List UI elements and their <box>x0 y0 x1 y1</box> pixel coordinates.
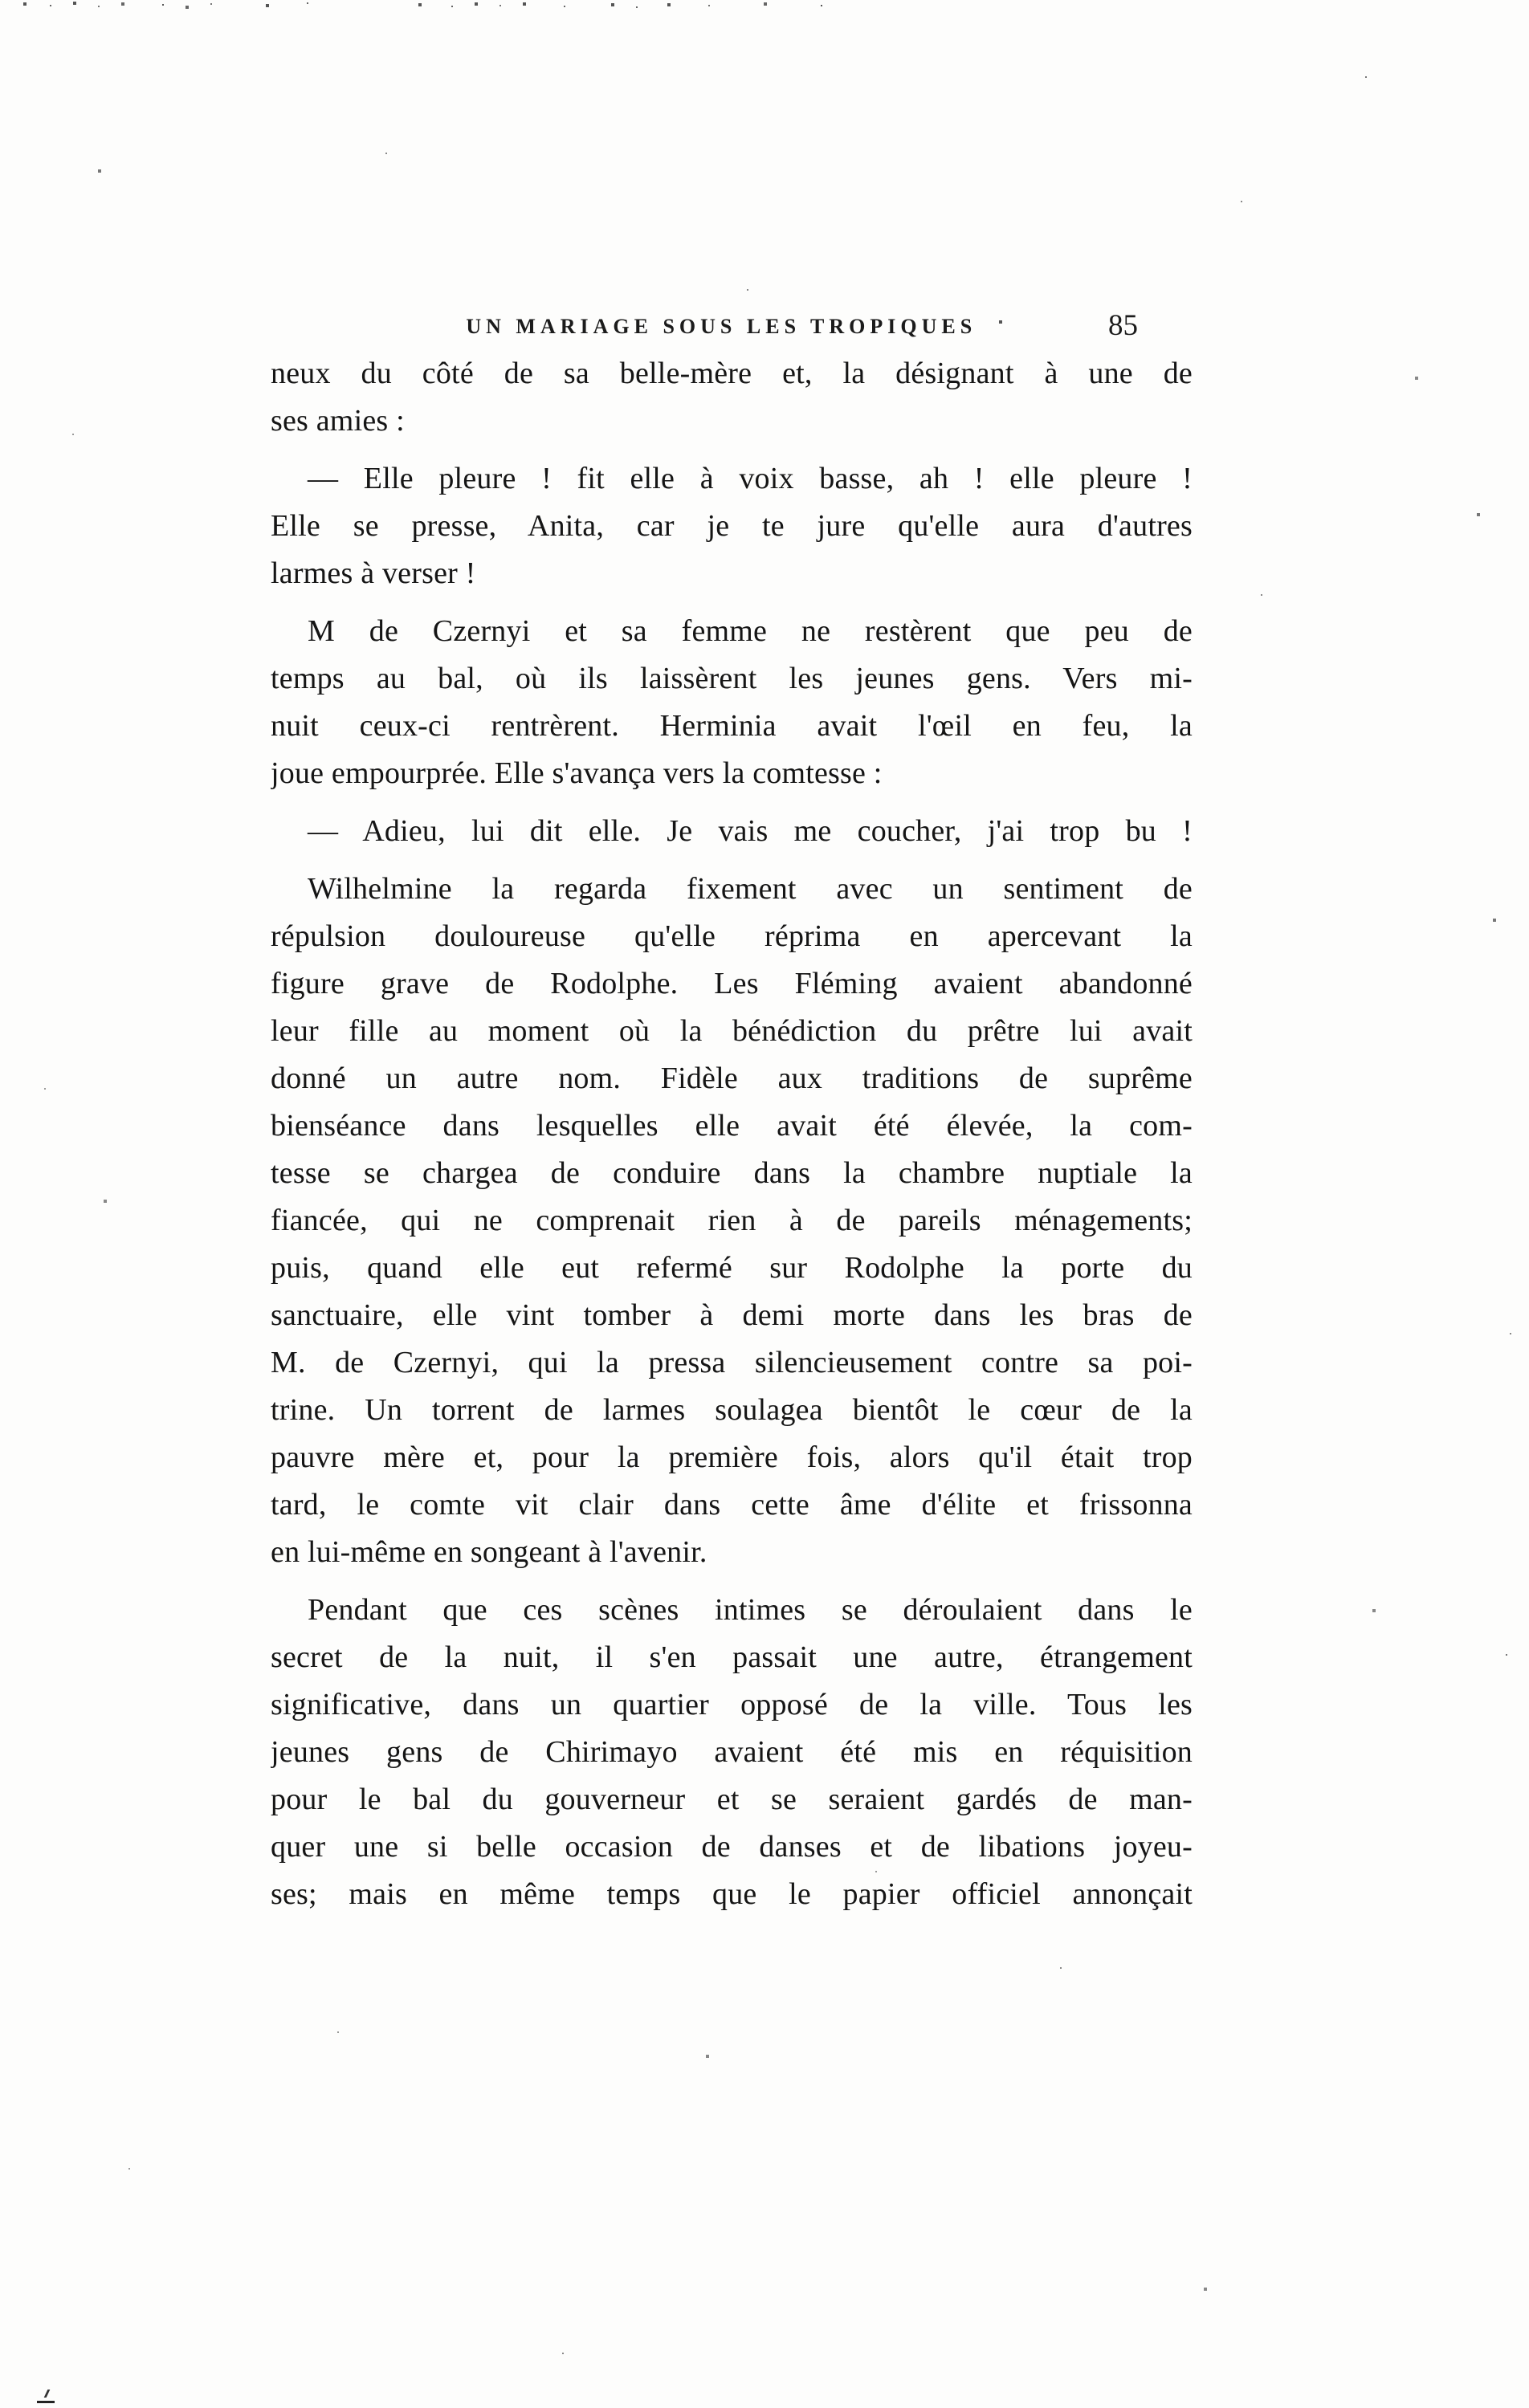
text-line: ses amies : <box>271 404 405 438</box>
text-line: répulsion douloureuse qu'elle réprima en apercevant la <box>271 919 1193 953</box>
text-line: fiancée, qui ne comprenait rien à de pareils ménagements; <box>271 1204 1193 1237</box>
text-line: Elle se presse, Anita, car je te jure qu'elle aura d'autres <box>271 509 1193 543</box>
text-line: secret de la nuit, il s'en passait une autre, étrangement <box>271 1640 1193 1674</box>
ink-mark <box>37 2401 55 2403</box>
running-title: UN MARIAGE SOUS LES TROPIQUES <box>466 315 977 338</box>
text-line: en lui-même en songeant à l'avenir. <box>271 1535 707 1569</box>
text-line: neux du côté de sa belle-mère et, la désignant à une de <box>271 357 1193 390</box>
text-line: pauvre mère et, pour la première fois, alors qu'il était trop <box>271 1440 1193 1474</box>
text-line: M. de Czernyi, qui la pressa silencieusement contre sa poi- <box>271 1346 1193 1379</box>
text-line: M de Czernyi et sa femme ne restèrent que peu de <box>308 614 1193 648</box>
text-line: puis, quand elle eut refermé sur Rodolphe la porte du <box>271 1251 1193 1285</box>
text-line: quer une si belle occasion de danses et de libations joyeu- <box>271 1830 1193 1864</box>
text-line: trine. Un torrent de larmes soulagea bientôt le cœur de la <box>271 1393 1193 1427</box>
text-line: nuit ceux-ci rentrèrent. Herminia avait l'œil en feu, la <box>271 709 1193 743</box>
text-line: leur fille au moment où la bénédiction du prêtre lui avait <box>271 1014 1193 1048</box>
text-line: figure grave de Rodolphe. Les Fléming avaient abandonné <box>271 967 1193 1000</box>
text-line: significative, dans un quartier opposé de la ville. Tous les <box>271 1688 1193 1721</box>
text-line: tesse se chargea de conduire dans la chambre nuptiale la <box>271 1156 1193 1190</box>
text-line: Pendant que ces scènes intimes se déroulaient dans le <box>308 1593 1193 1627</box>
text-line: Wilhelmine la regarda fixement avec un sentiment de <box>308 872 1193 906</box>
text-line: joue empourprée. Elle s'avança vers la comtesse : <box>271 756 883 790</box>
text-line: jeunes gens de Chirimayo avaient été mis en réquisition <box>271 1735 1193 1769</box>
page-text <box>271 350 1193 1918</box>
text-line: larmes à verser ! <box>271 556 476 590</box>
running-header <box>271 308 1193 344</box>
text-line: ses; mais en même temps que le papier officiel annonçait <box>271 1877 1193 1911</box>
text-line: sanctuaire, elle vint tomber à demi morte dans les bras de <box>271 1298 1193 1332</box>
page-number: 85 <box>1108 309 1138 342</box>
text-line: — Elle pleure ! fit elle à voix basse, ah ! elle pleure ! <box>308 462 1193 495</box>
text-line: donné un autre nom. Fidèle aux traditions de suprême <box>271 1061 1193 1095</box>
text-line: pour le bal du gouverneur et se seraient gardés de man- <box>271 1783 1193 1816</box>
text-line: bienséance dans lesquelles elle avait été élevée, la com- <box>271 1109 1193 1143</box>
scan-specks <box>0 0 2 2</box>
text-line: tard, le comte vit clair dans cette âme d'élite et frissonna <box>271 1488 1193 1522</box>
text-line: temps au bal, où ils laissèrent les jeunes gens. Vers mi- <box>271 662 1193 695</box>
text-line: — Adieu, lui dit elle. Je vais me coucher, j'ai trop bu ! <box>308 814 1193 848</box>
